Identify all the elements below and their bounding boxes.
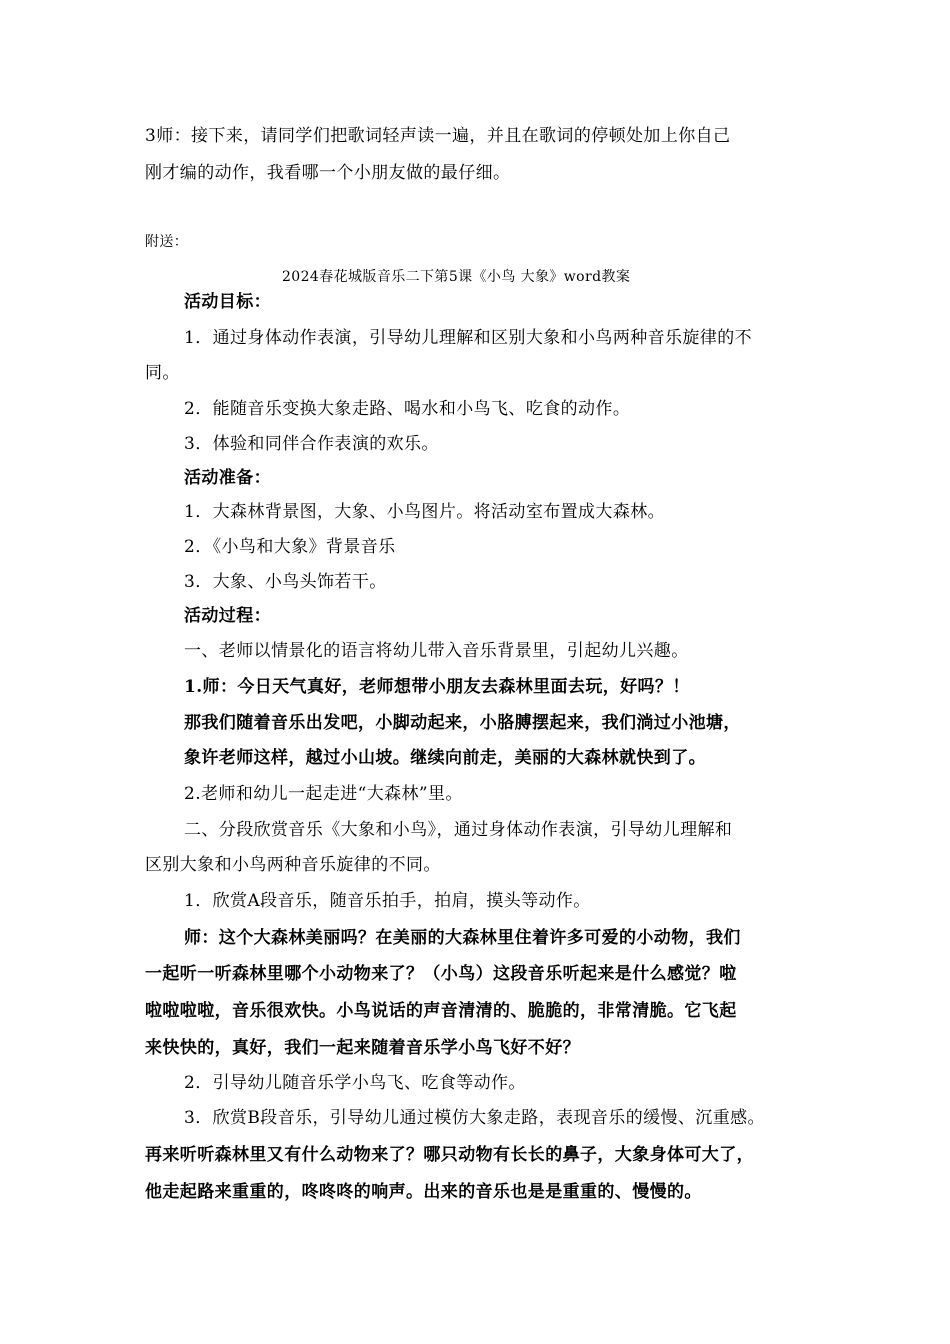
teacher-talk-1-line-2: 一起听一听森林里哪个小动物来了？（小鸟）这段音乐听起来是什么感觉？啦 — [145, 964, 737, 984]
process-step-2-1: 1．欣赏A段音乐，随音乐拍手，拍肩，摸头等动作。 — [184, 891, 591, 911]
process-step-2: 二、分段欣赏音乐《大象和小鸟》，通过身体动作表演，引导幼儿理解和 — [184, 820, 733, 840]
prep-item-2: 2．《小鸟和大象》背景音乐 — [184, 537, 396, 557]
process-step-2-continued: 区别大象和小鸟两种音乐旋律的不同。 — [145, 855, 441, 875]
intro-line-1: 3师：接下来，请同学们把歌词轻声读一遍，并且在歌词的停顿处加上你自己 — [145, 126, 731, 146]
process-step-2-2: 2．引导幼儿随音乐学小鸟飞、吃食等动作。 — [184, 1073, 526, 1093]
intro-line-2: 刚才编的动作，我看哪一个小朋友做的最仔细。 — [145, 163, 511, 183]
process-step-1: 一、老师以情景化的语言将幼儿带入音乐背景里，引起幼儿兴趣。 — [184, 641, 689, 661]
goal-item-3: 3．体验和同伴合作表演的欢乐。 — [184, 434, 439, 454]
prep-heading: 活动准备： — [184, 468, 271, 488]
goals-heading: 活动目标： — [184, 292, 271, 312]
goal-item-1-continued: 同。 — [145, 363, 180, 383]
process-step-1-2: 那我们随着音乐出发吧，小脚动起来，小胳膊摆起来，我们淌过小池塘， — [184, 713, 741, 733]
prep-item-1: 1．大森林背景图，大象、小鸟图片。将活动室布置成大森林。 — [184, 502, 666, 522]
process-step-1-4: 2.老师和幼儿一起走进“大森林”里。 — [184, 784, 463, 804]
process-step-2-3: 3．欣赏B段音乐，引导幼儿通过模仿大象走路，表现音乐的缓慢、沉重感。 — [184, 1108, 765, 1128]
process-heading: 活动过程： — [184, 606, 271, 626]
process-step-1-1: 1.师：今日天气真好，老师想带小朋友去森林里面去玩，好吗？！ — [184, 677, 690, 697]
teacher-talk-1-line-1: 师：这个大森林美丽吗？在美丽的大森林里住着许多可爱的小动物，我们 — [184, 928, 741, 948]
goal-item-1: 1．通过身体动作表演，引导幼儿理解和区别大象和小鸟两种音乐旋律的不 — [184, 328, 753, 348]
teacher-talk-2-line-2: 他走起路来重重的，咚咚咚的响声。出来的音乐也是是重重的、慢慢的。 — [145, 1182, 702, 1202]
goal-item-2: 2．能随音乐变换大象走路、喝水和小鸟飞、吃食的动作。 — [184, 399, 631, 419]
teacher-talk-1-line-3: 啦啦啦啦，音乐很欢快。小鸟说话的声音清清的、脆脆的，非常清脆。它飞起 — [145, 1001, 737, 1021]
teacher-talk-2-line-1: 再来听听森林里又有什么动物来了？哪只动物有长长的鼻子，大象身体可大了， — [145, 1145, 754, 1165]
document-title: 2024春花城版音乐二下第5课《小鸟 大象》word教案 — [282, 269, 631, 285]
teacher-talk-1-line-4: 来快快的，真好，我们一起来随着音乐学小鸟飞好不好？ — [145, 1038, 580, 1058]
appendix-label: 附送： — [145, 234, 189, 250]
prep-item-3: 3．大象、小鸟头饰若干。 — [184, 572, 387, 592]
process-step-1-3: 象许老师这样，越过小山坡。继续向前走，美丽的大森林就快到了。 — [184, 748, 706, 768]
